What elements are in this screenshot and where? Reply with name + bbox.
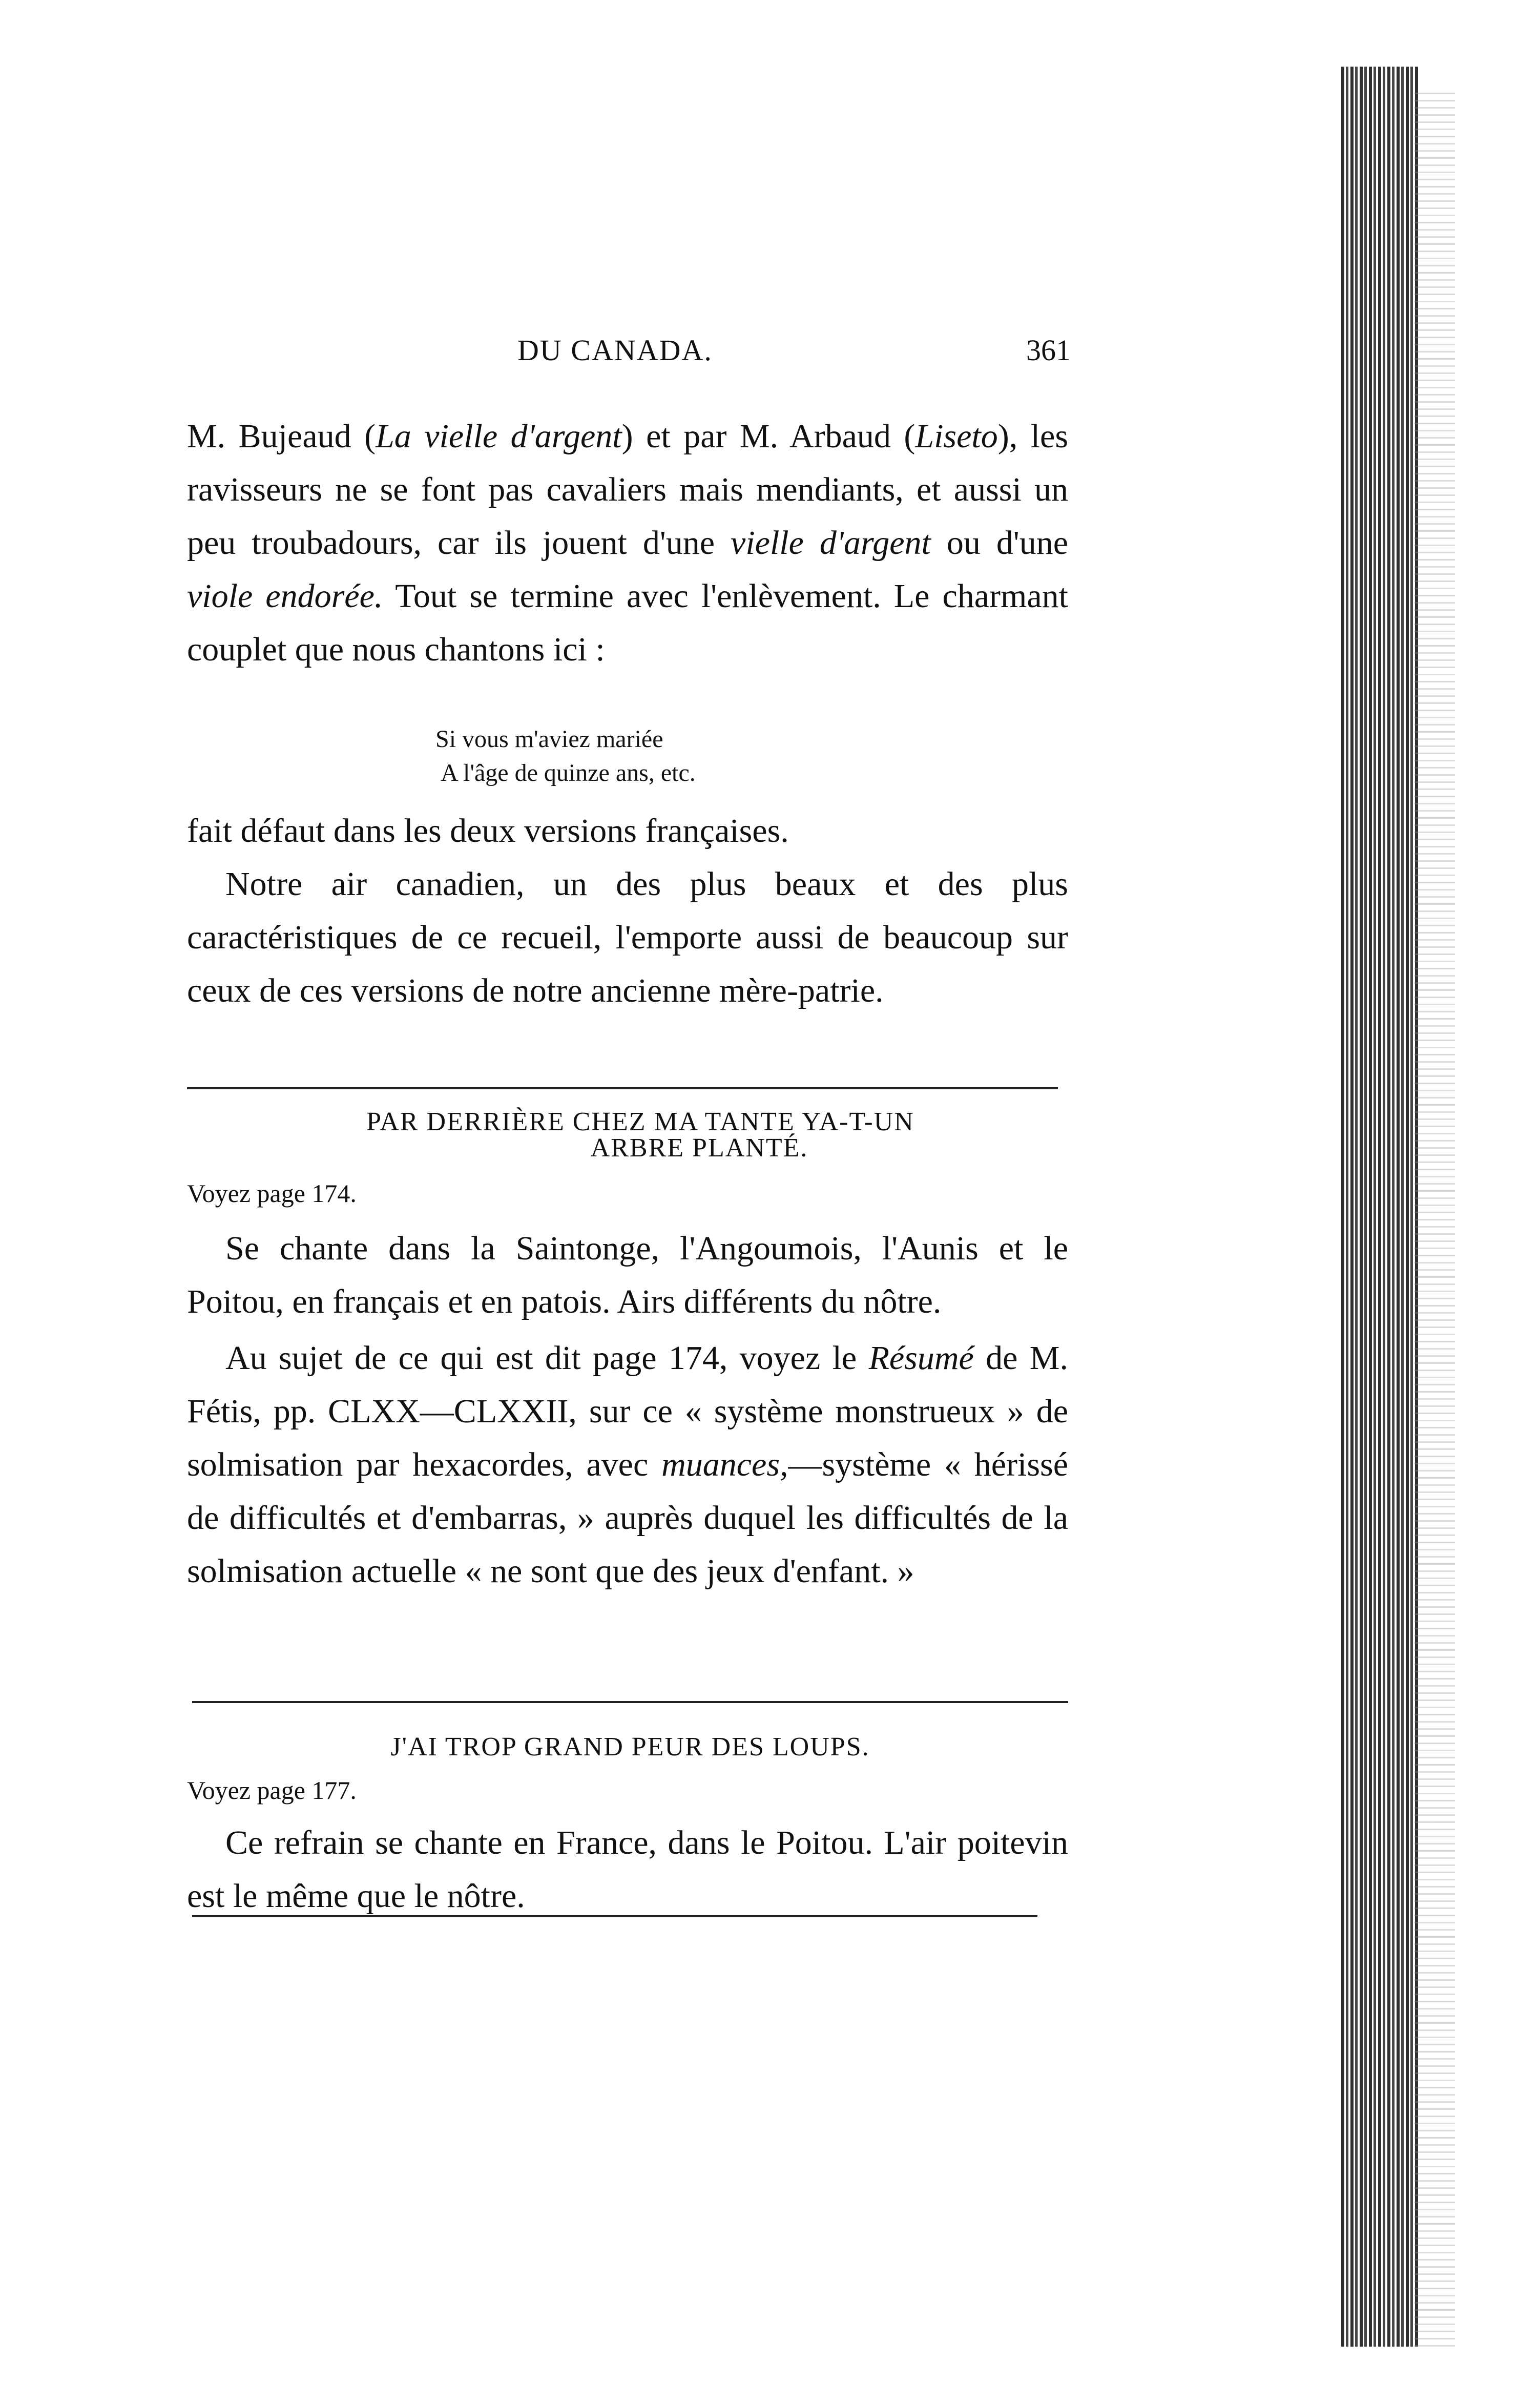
italic-term: muances, [661, 1446, 788, 1483]
running-head: DU CANADA. [517, 334, 713, 367]
text-run: d'une [642, 524, 731, 562]
text-run: —système « hérissé de difficultés et d'embarras, » auprès duquel les difficultés de la solmisation actuelle « ne sont que des jeux d'enfant. » [187, 1446, 1069, 1590]
text-run: Au sujet de ce qui est dit page 174, voyez le [225, 1339, 869, 1377]
end-divider [192, 1915, 1037, 1917]
page-header [517, 333, 1071, 379]
text-run: de M. Fétis, pp. CLXX—CLXXII, sur ce « système monstrueux » de solmisation par hexacordes, avec [187, 1339, 1068, 1483]
paragraph: Se chante dans la Saintonge, l'Angoumois, l'Aunis et le Poitou, en français et en patois. Airs différents du nôtre. [187, 1230, 1068, 1320]
italic-phrase: viole endorée. [187, 577, 383, 615]
text-run: mendiants, et aussi un peu troubadours, car ils jouent [187, 471, 1069, 562]
paragraph: Notre air canadien, un des plus beaux et des plus caractéristiques de ce recueil, l'emporte aussi de beaucoup sur ceux de ces versions de notre ancienne mère-patrie. [187, 865, 1068, 1009]
section-title-line: PAR DERRIÈRE CHEZ MA TANTE YA-T-UN [366, 1107, 914, 1136]
paragraph-block [187, 804, 1068, 1018]
italic-title: Liseto [915, 418, 998, 455]
section-title [277, 1107, 1004, 1163]
page-reference: Voyez page 177. [187, 1776, 357, 1805]
italic-phrase: vielle d'argent [731, 524, 931, 562]
section-body [187, 1816, 1068, 1923]
text-run: ) et par M. Arbaud [621, 418, 891, 455]
verse-line: A l'âge de quinze ans, etc. [441, 759, 696, 786]
text-run: ou d'une [930, 524, 1069, 562]
text-run: ), les ravisseurs ne se font pas cavaliers mais [187, 418, 1069, 508]
text-run: que nous chantons ici : [295, 631, 605, 668]
text-run: M. Bujeaud ( [187, 418, 376, 455]
page-edge-shadow [1414, 92, 1455, 2347]
section-divider [187, 1087, 1058, 1089]
paragraph-continuation [187, 410, 1068, 676]
page-binding-edge [1341, 67, 1418, 2347]
italic-title: La vielle d'argent [376, 418, 622, 455]
text-run: ( [904, 418, 915, 455]
page-reference: Voyez page 174. [187, 1179, 357, 1208]
italic-title: Résumé [868, 1339, 974, 1377]
section-body [187, 1222, 1068, 1598]
section-title-line: ARBRE PLANTÉ. [590, 1133, 808, 1163]
section-title: J'AI TROP GRAND PEUR DES LOUPS. [390, 1732, 870, 1762]
verse-line: Si vous m'aviez mariée [435, 726, 663, 753]
page-number: 361 [1026, 334, 1071, 367]
text-line: fait défaut dans les deux versions françaises. [187, 812, 789, 849]
text-run: Tout [383, 577, 457, 615]
text-run: se termine avec l'enlèvement. Le charmant couplet [187, 577, 1069, 668]
section-divider [192, 1701, 1068, 1703]
verse-quote [435, 722, 696, 790]
paragraph [187, 1332, 1068, 1598]
paragraph: Ce refrain se chante en France, dans le Poitou. L'air poitevin est le même que le nôtre. [187, 1824, 1068, 1915]
